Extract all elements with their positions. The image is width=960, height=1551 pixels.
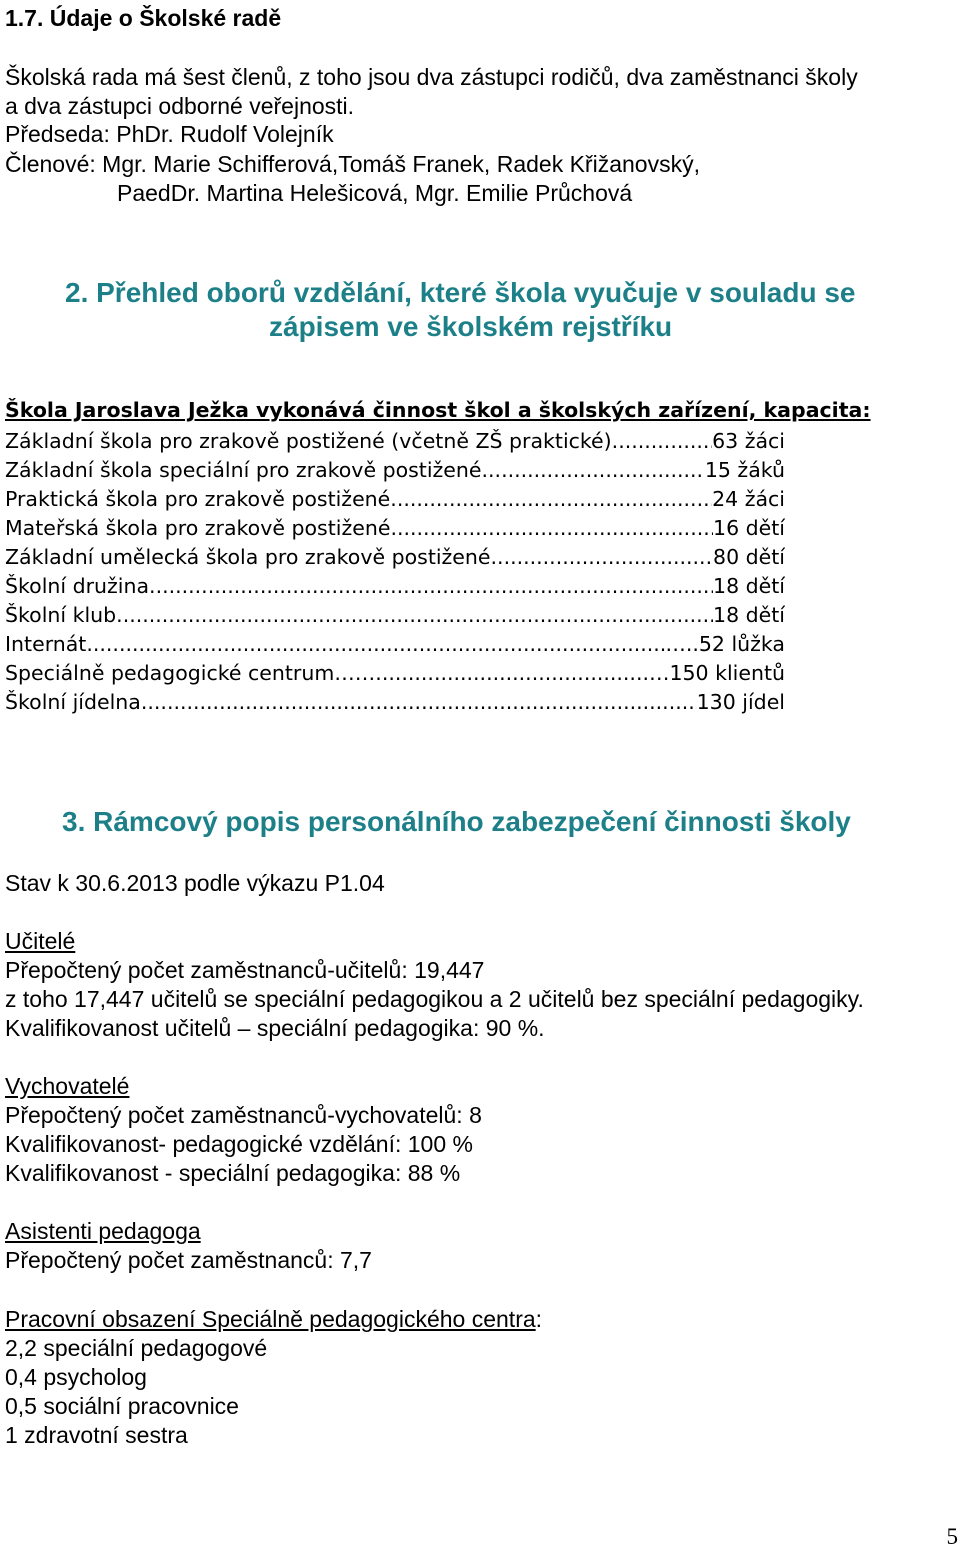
capacity-row <box>5 659 785 687</box>
capacity-value: …150 klientů <box>648 661 785 685</box>
spc-line-4: 1 zdravotní sestra <box>5 1422 188 1448</box>
capacity-value: 16 dětí <box>713 516 785 540</box>
teachers-line-1: Přepočtený počet zaměstnanců-učitelů: 19,447 <box>5 957 485 983</box>
leader-dots <box>491 543 714 571</box>
leader-dots <box>375 659 649 687</box>
capacity-row <box>5 427 785 455</box>
section-1-7-heading: 1.7. Údaje o Školské radě <box>5 5 282 31</box>
capacity-value: 15 žáků <box>704 458 785 482</box>
spc-title: Pracovní obsazení Speciálně pedagogického centra <box>5 1306 536 1332</box>
capacity-row <box>5 572 785 600</box>
capacity-label: Školní jídelna <box>5 690 141 714</box>
capacity-label: Internát <box>5 632 87 656</box>
report-state: Stav k 30.6.2013 podle výkazu P1.04 <box>5 870 385 896</box>
assistants-title: Asistenti pedagoga <box>5 1218 201 1244</box>
educators-line-2: Kvalifikovanost- pedagogické vzdělání: 100 % <box>5 1131 473 1157</box>
teachers-line-2: z toho 17,447 učitelů se speciální pedagogikou a 2 učitelů bez speciální pedagogiky. <box>5 986 864 1012</box>
capacity-row <box>5 630 785 658</box>
capacity-row <box>5 514 785 542</box>
leader-dots <box>116 601 713 629</box>
capacity-label: Základní škola speciální pro zrakově postižené <box>5 458 482 482</box>
leader-dots <box>390 485 712 513</box>
capacity-row <box>5 543 785 571</box>
capacity-label: Školní klub <box>5 603 117 627</box>
capacity-label: Praktická škola pro zrakově postižené <box>5 487 391 511</box>
school-board-text-line-1: Školská rada má šest členů, z toho jsou dva zástupci rodičů, dva zaměstnanci školy <box>5 64 858 90</box>
capacity-row <box>5 688 785 716</box>
leader-dots <box>149 572 713 600</box>
school-board-chair: Předseda: PhDr. Rudolf Volejník <box>5 121 334 147</box>
leader-dots <box>390 514 713 542</box>
capacity-value: 24 žáci <box>712 487 785 511</box>
spc-line-2: 0,4 psycholog <box>5 1364 147 1390</box>
school-board-text-line-2: a dva zástupci odborné veřejnosti. <box>5 93 355 119</box>
capacity-label: Speciálně pedagogické centrum…… <box>5 661 376 685</box>
section-3-heading: 3. Rámcový popis personálního zabezpečení činnosti školy <box>62 806 851 837</box>
leader-dots <box>612 427 712 455</box>
capacity-value: 18 dětí <box>713 603 785 627</box>
school-board-members-line-2: PaedDr. Martina Helešicová, Mgr. Emilie Průchová <box>117 180 633 206</box>
assistants-line-1: Přepočtený počet zaměstnanců: 7,7 <box>5 1247 372 1273</box>
spc-line-1: 2,2 speciální pedagogové <box>5 1335 268 1361</box>
leader-dots <box>86 630 665 658</box>
section-2-heading-line-1: 2. Přehled oborů vzdělání, které škola vyučuje v souladu se <box>65 277 856 308</box>
capacity-row <box>5 601 785 629</box>
capacity-label: Školní družina <box>5 574 150 598</box>
capacity-label: Mateřská škola pro zrakově postižené <box>5 516 391 540</box>
capacity-value: 130 jídel <box>696 690 785 714</box>
capacity-value: …..52 lůžka <box>665 632 785 656</box>
capacity-label: Základní škola pro zrakově postižené (včetně ZŠ praktické) <box>5 429 612 453</box>
capacity-value: 18 dětí <box>713 574 785 598</box>
teachers-line-3: Kvalifikovanost učitelů – speciální pedagogika: 90 %. <box>5 1015 545 1041</box>
leader-dots <box>482 456 705 484</box>
school-board-members-line-1: Členové: Mgr. Marie Schifferová,Tomáš Franek, Radek Křižanovský, <box>5 151 700 177</box>
spc-line-3: 0,5 sociální pracovnice <box>5 1393 239 1419</box>
capacity-value: 80 dětí <box>713 545 785 569</box>
educators-title: Vychovatelé <box>5 1073 130 1099</box>
spc-title-line <box>5 1305 542 1333</box>
teachers-title: Učitelé <box>5 928 76 954</box>
educators-line-3: Kvalifikovanost - speciální pedagogika: 88 % <box>5 1160 461 1186</box>
page-number: 5 <box>946 1524 958 1549</box>
spc-title-suffix: : <box>535 1306 543 1332</box>
capacity-label: Základní umělecká škola pro zrakově postižené <box>5 545 491 569</box>
section-2-heading-line-2: zápisem ve školském rejstříku <box>269 311 673 342</box>
capacity-intro: Škola Jaroslava Ježka vykonává činnost škol a školských zařízení, kapacita: <box>5 398 871 422</box>
capacity-row <box>5 456 785 484</box>
capacity-row <box>5 485 785 513</box>
leader-dots <box>141 688 697 716</box>
educators-line-1: Přepočtený počet zaměstnanců-vychovatelů: 8 <box>5 1102 482 1128</box>
capacity-value: 63 žáci <box>712 429 785 453</box>
